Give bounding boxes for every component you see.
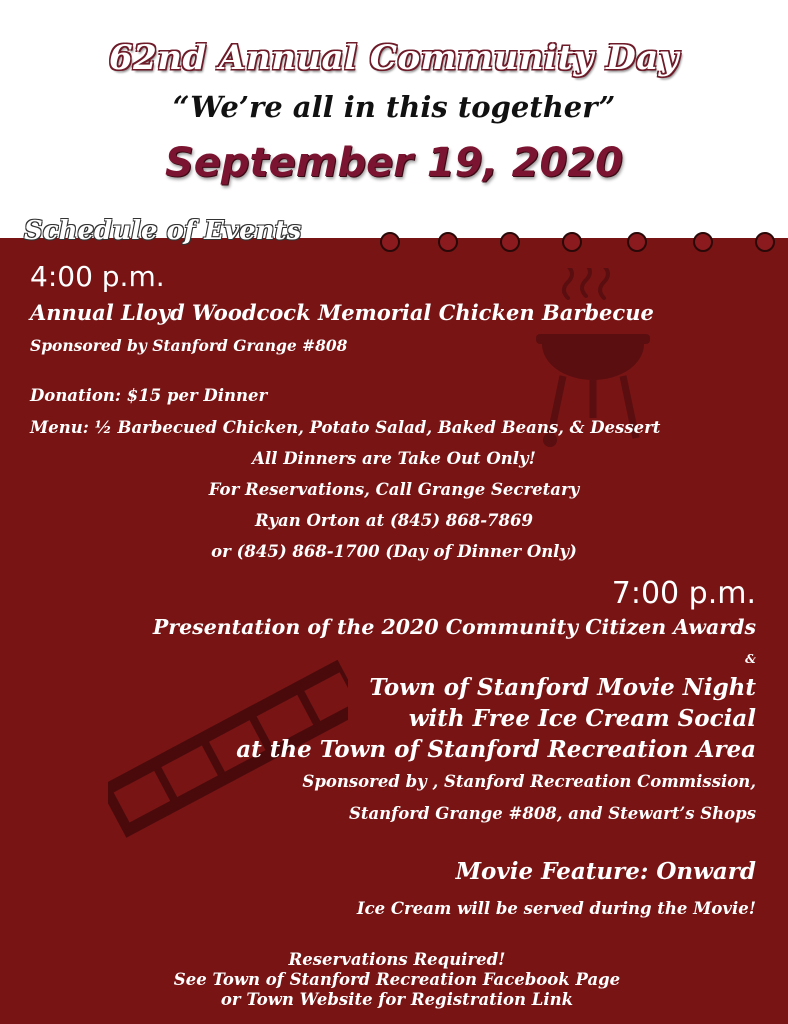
event2-awards: Presentation of the 2020 Community Citizen Awards (152, 615, 756, 639)
decorative-dot (755, 232, 775, 252)
footer-line1: Reservations Required! (288, 950, 506, 969)
event-title: 62nd Annual Community Day (108, 38, 680, 78)
event1-contact-alt: or (845) 868-1700 (Day of Dinner Only) (211, 542, 577, 561)
decorative-dot (562, 232, 582, 252)
footer-line2: See Town of Stanford Recreation Facebook Page (173, 970, 621, 989)
decorative-dot (500, 232, 520, 252)
event1-sponsor: Sponsored by Stanford Grange #808 (30, 336, 348, 355)
event-date: September 19, 2020 (164, 140, 624, 186)
decorative-dot (380, 232, 400, 252)
event1-name: Annual Lloyd Woodcock Memorial Chicken Barbecue (30, 300, 654, 325)
event2-movie-line1: Town of Stanford Movie Night (369, 674, 756, 701)
event2-sponsor-line1: Sponsored by , Stanford Recreation Commission, (302, 772, 756, 791)
schedule-heading: Schedule of Events (24, 216, 302, 246)
event1-contact: Ryan Orton at (845) 868-7869 (255, 511, 533, 530)
decorative-dot (627, 232, 647, 252)
event1-donation: Donation: $15 per Dinner (30, 386, 268, 405)
decorative-dot (693, 232, 713, 252)
event2-movie-line3: at the Town of Stanford Recreation Area (236, 736, 756, 763)
event2-ice-cream: Ice Cream will be served during the Movie! (356, 899, 756, 918)
event2-time: 7:00 p.m. (611, 576, 756, 611)
event2-ampersand: & (745, 652, 756, 666)
event1-reservations: For Reservations, Call Grange Secretary (208, 480, 580, 499)
event2-movie-line2: with Free Ice Cream Social (408, 705, 756, 732)
event2-feature: Movie Feature: Onward (455, 858, 756, 885)
event1-menu: Menu: ½ Barbecued Chicken, Potato Salad, Baked Beans, & Dessert (30, 418, 661, 437)
event-slogan: “We’re all in this together” (172, 90, 616, 124)
event1-takeout: All Dinners are Take Out Only! (252, 449, 536, 468)
event2-sponsor-line2: Stanford Grange #808, and Stewart’s Shops (348, 804, 756, 823)
decorative-dot (438, 232, 458, 252)
event1-time: 4:00 p.m. (30, 260, 165, 293)
footer-line3: or Town Website for Registration Link (220, 990, 574, 1009)
